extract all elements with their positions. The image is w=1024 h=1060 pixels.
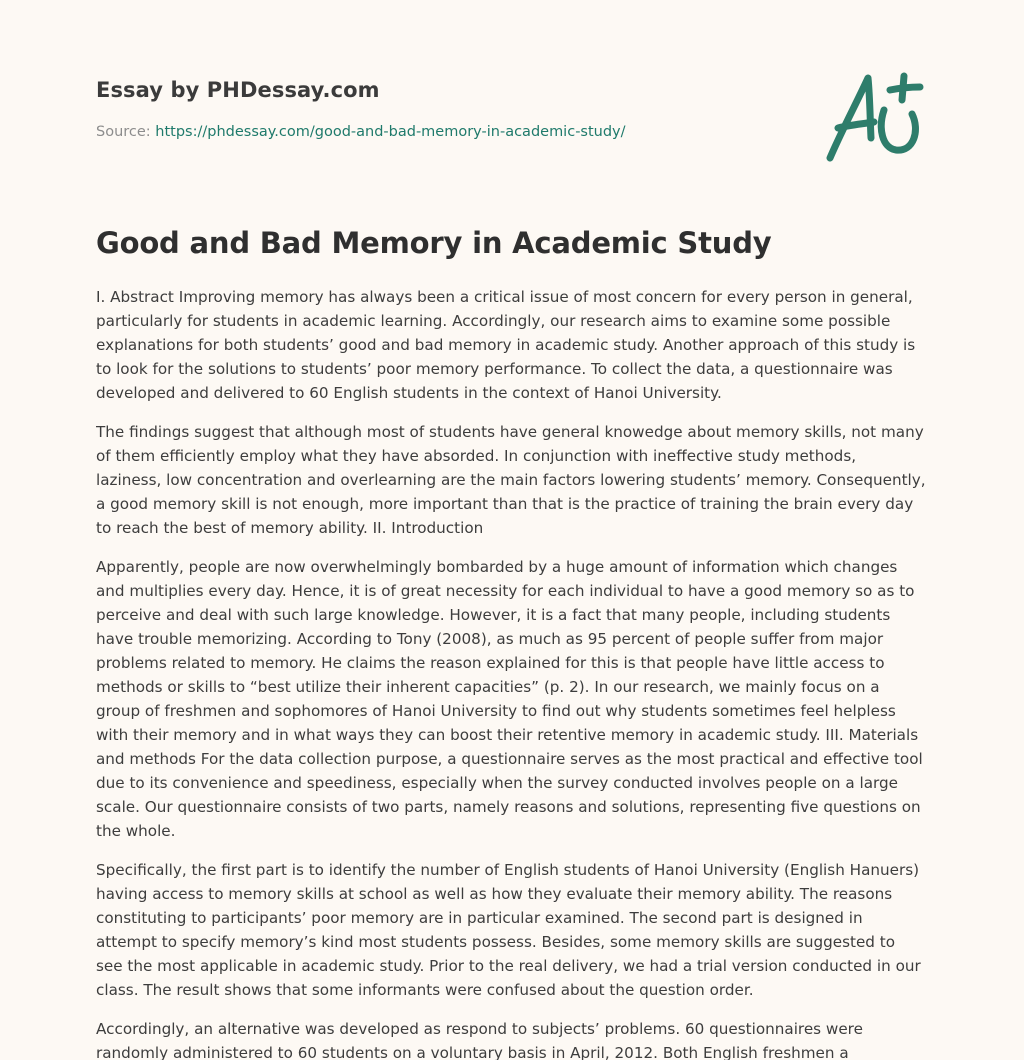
- essay-paragraph: Accordingly, an alternative was developed as respond to subjects’ problems. 60 questionnaires were randomly administered to 60 students on a voluntary basis in April, 2012. Both English freshmen a: [96, 1020, 863, 1060]
- essay-paragraph: Specifically, the first part is to identify the number of English students of Hanoi University (English Hanuers) having access to memory skills at school as well as how they evaluate their memory ability. The reasons constituting to participants’ poor memory are in particular examined. The second part is designed in attempt to specify memory’s kind most students possess. Besides, some memory skills are suggested to see the most applicable in academic study. Prior to the real delivery, we had a trial version conducted in our class. The result shows that some informants were confused about the question order.: [96, 861, 921, 999]
- essay-paragraph: The findings suggest that although most of students have general knowedge about memory skills, not many of them efficiently employ what they have absorded. In conjunction with ineffective study methods, laziness, low concentration and overlearning are the main factors lowering students’ memory. Consequently, a good memory skill is not enough, more important than that is the practice of training the brain every day to reach the best of memory ability. II. Introduction: [96, 423, 926, 537]
- essay-paragraph: Apparently, people are now overwhelmingly bombarded by a huge amount of information which changes and multiplies every day. Hence, it is of great necessity for each individual to have a good memory so as to perceive and deal with such large knowledge. However, it is a fact that many people, including students have trouble memorizing. According to Tony (2008), as much as 95 percent of people suffer from major problems related to memory. He claims the reason explained for this is that people have little access to methods or skills to “best utilize their inherent capacities” (p. 2). In our research, we mainly focus on a group of freshmen and sophomores of Hanoi University to find out why students sometimes feel helpless with their memory and in what ways they can boost their retentive memory in academic study. III. Materials and methods For the data collection purpose, a questionnaire serves as the most practical and effective tool due to its convenience and speediness, especially when the survey conducted involves people on a large scale. Our questionnaire consists of two parts, namely reasons and solutions, representing five questions on the whole.: [96, 558, 923, 840]
- essay-page: [96, 0, 926, 1060]
- source-line: [96, 124, 626, 140]
- source-label: Source:: [96, 124, 151, 140]
- essay-paragraph: I. Abstract Improving memory has always been a critical issue of most concern for every person in general, particularly for students in academic learning. Accordingly, our research aims to examine some possible explanations for both students’ good and bad memory in academic study. Another approach of this study is to look for the solutions to students’ poor memory performance. To collect the data, a questionnaire was developed and delivered to 60 English students in the context of Hanoi University.: [96, 288, 916, 402]
- source-link[interactable]: https://phdessay.com/good-and-bad-memory-in-academic-study/: [155, 124, 626, 140]
- a-plus-logo-icon: [824, 70, 926, 166]
- essay-title: Good and Bad Memory in Academic Study: [96, 226, 772, 260]
- essay-body: [96, 285, 926, 1060]
- site-brand: Essay by PHDessay.com: [96, 78, 380, 102]
